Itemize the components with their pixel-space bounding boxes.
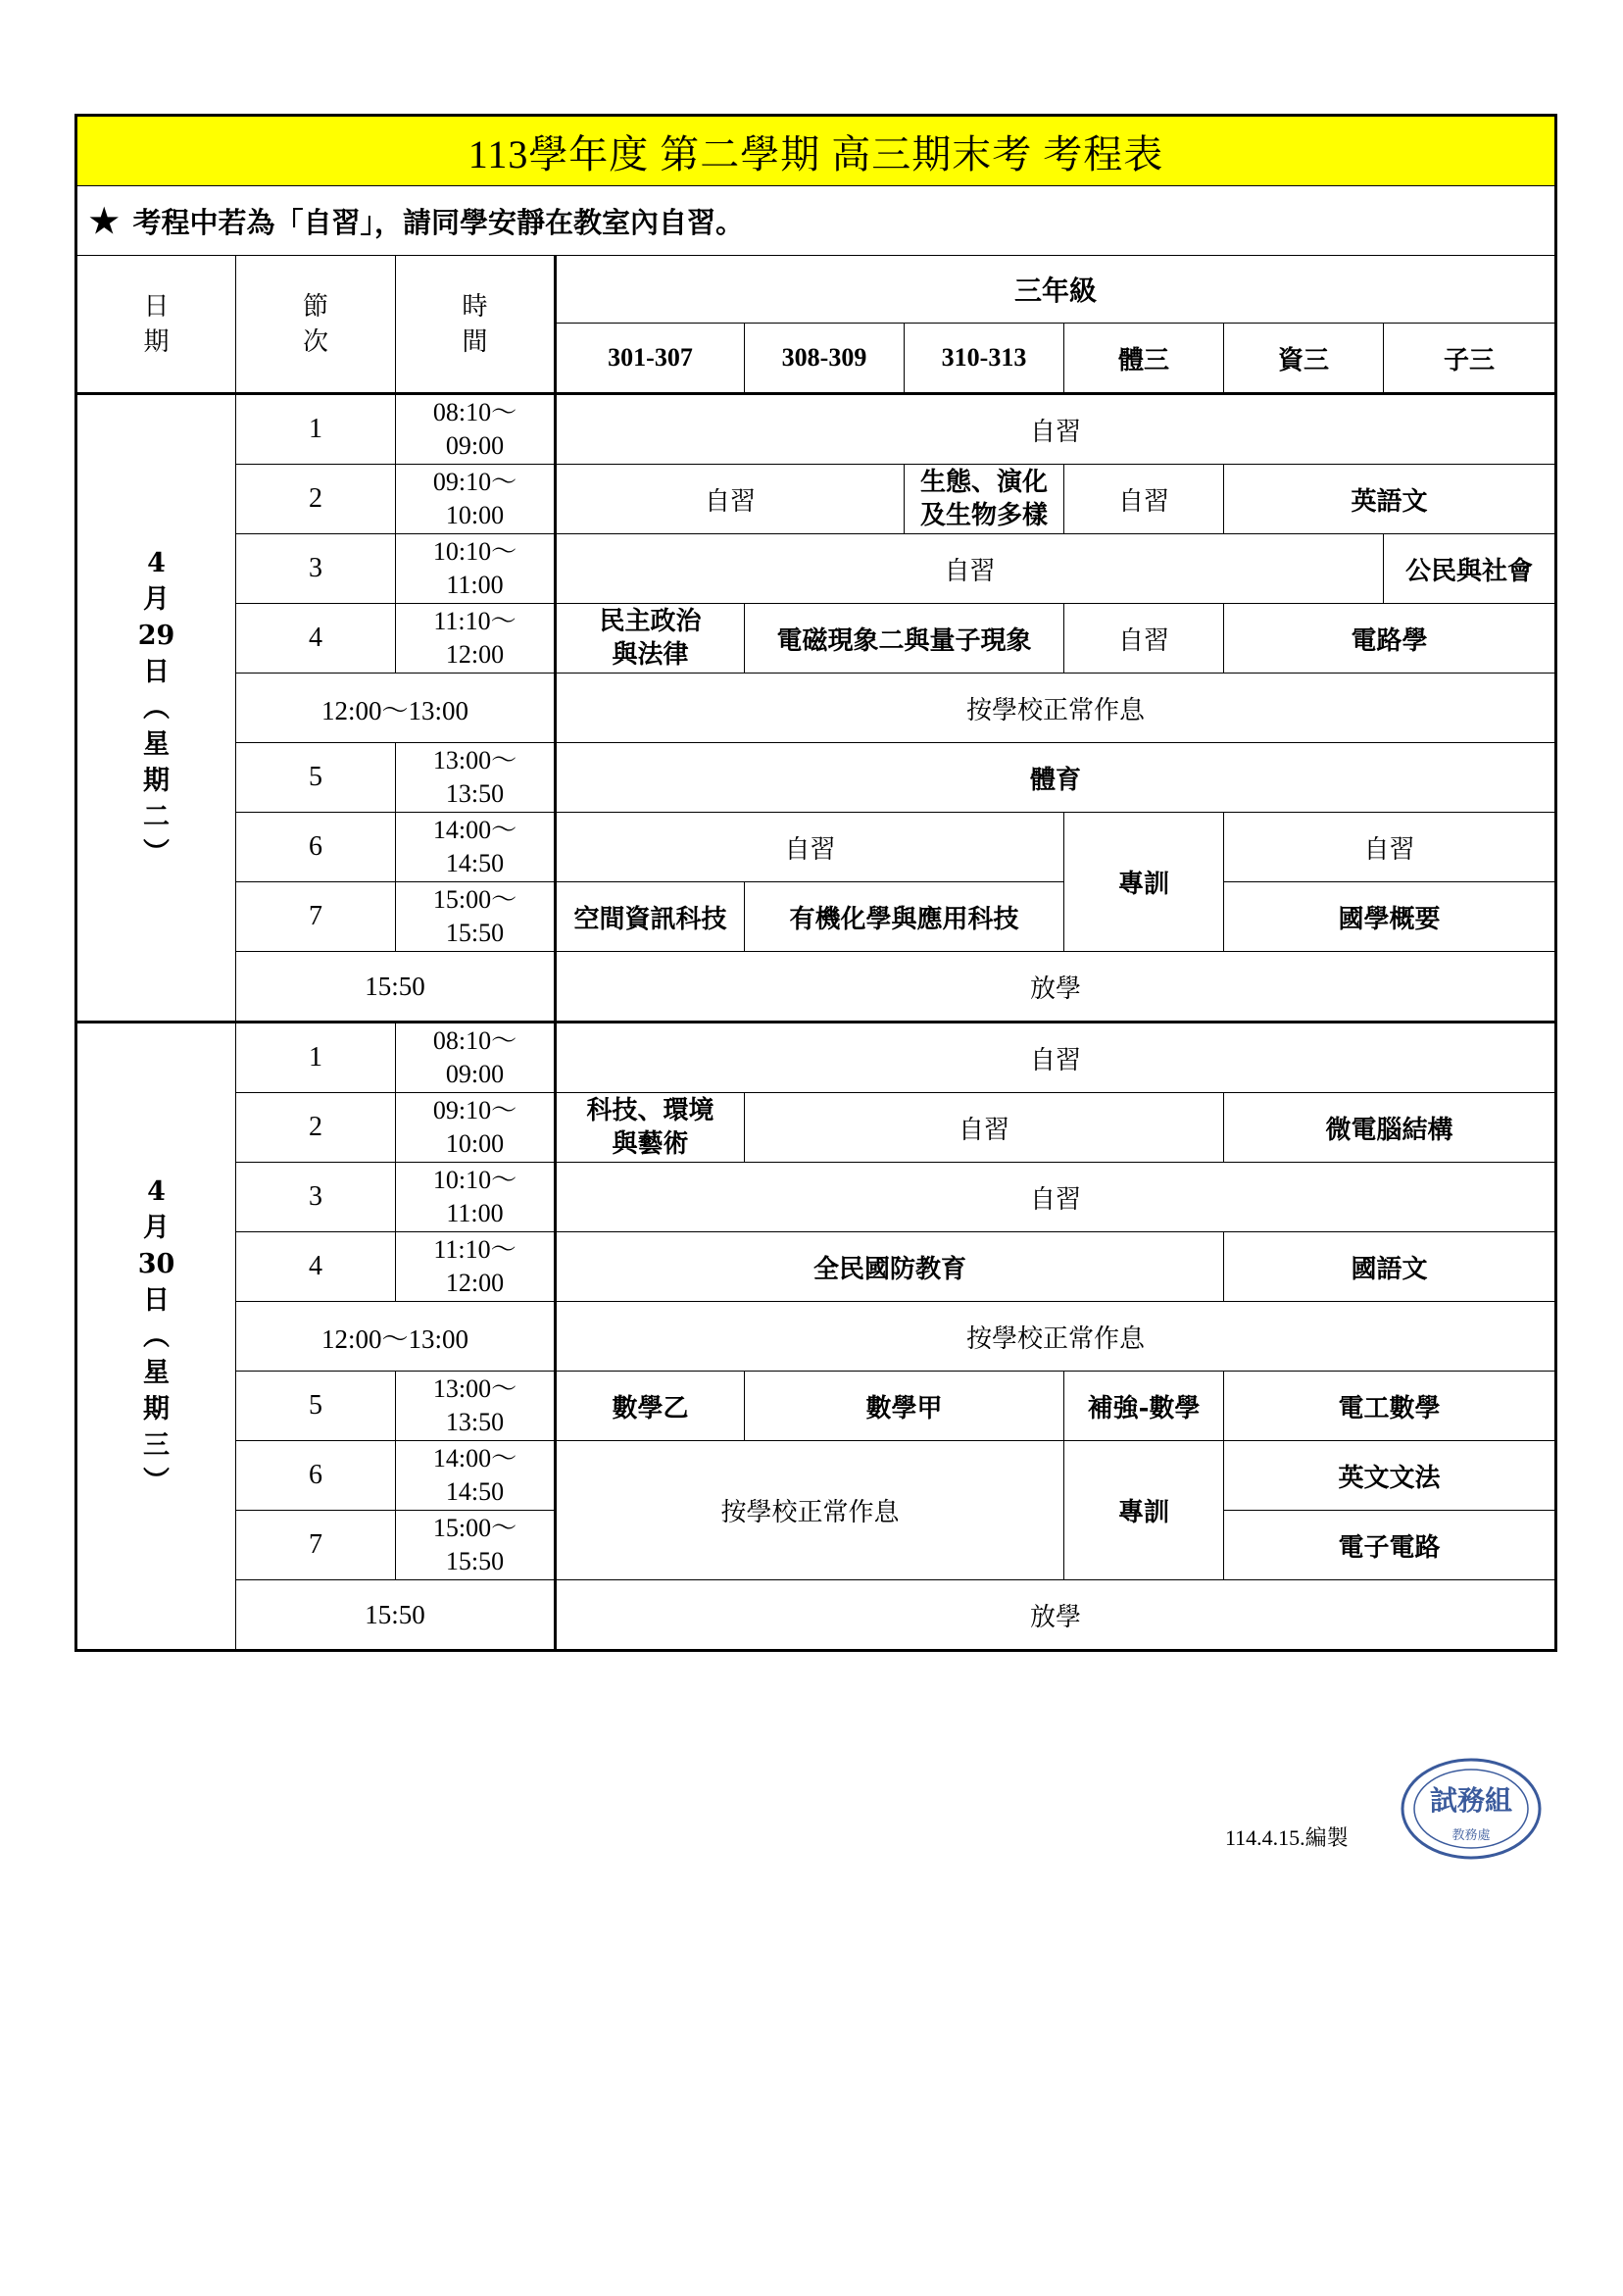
- day2-period-num: 3: [236, 1163, 396, 1232]
- day2-period-num: 7: [236, 1511, 396, 1580]
- day2-p6-b: 英文文法: [1224, 1441, 1556, 1511]
- page-title: 113學年度 第二學期 高三期末考 考程表: [76, 116, 1556, 186]
- class-pe3: 體三: [1064, 324, 1224, 394]
- day2-p5-d: 電工數學: [1224, 1372, 1556, 1441]
- day1-lunch: 按學校正常作息: [556, 674, 1556, 743]
- day1-p7-c: 國學概要: [1224, 882, 1556, 952]
- footer: [1225, 1755, 1549, 1863]
- stamp-subtext: 教務處: [1451, 1828, 1491, 1843]
- made-date: 114.4.15.編製: [1225, 1825, 1349, 1850]
- day1-period-num: 2: [236, 465, 396, 534]
- day1-p2-a: 自習: [556, 465, 905, 534]
- day2-period-num: 6: [236, 1441, 396, 1511]
- exam-schedule-sheet: [74, 114, 1554, 1652]
- star-icon: ★: [89, 201, 120, 241]
- day2-period-time: 15:00～ 15:50: [396, 1511, 556, 1580]
- day1-p4-d: 電路學: [1224, 604, 1556, 674]
- day1-period-time: 08:10～ 09:00: [396, 394, 556, 465]
- day2-p2-b: 自習: [745, 1093, 1224, 1163]
- day1-period-time: 13:00～ 13:50: [396, 743, 556, 813]
- day1-p7-a: 空間資訊科技: [556, 882, 745, 952]
- day1-period-time: 09:10～ 10:00: [396, 465, 556, 534]
- day2-p5-c: 補強-數學: [1064, 1372, 1224, 1441]
- day1-period-num: 7: [236, 882, 396, 952]
- day1-p4-b: 電磁現象二與量子現象: [745, 604, 1064, 674]
- day2-p2-c: 微電腦結構: [1224, 1093, 1556, 1163]
- day1-p6-b: 自習: [1224, 813, 1556, 882]
- day1-p6-a: 自習: [556, 813, 1064, 882]
- day1-p3-a: 自習: [556, 534, 1384, 604]
- day1-p67-train: 專訓: [1064, 813, 1224, 952]
- day1-p1-all: 自習: [556, 394, 1556, 465]
- day1-period-num: 3: [236, 534, 396, 604]
- class-info3: 資三: [1224, 324, 1384, 394]
- day1-lunch-time: 12:00～13:00: [236, 674, 556, 743]
- class-308-309: 308-309: [745, 324, 905, 394]
- day1-period-num: 1: [236, 394, 396, 465]
- day2-period-time: 13:00～ 13:50: [396, 1372, 556, 1441]
- exam-schedule-table: [74, 114, 1557, 1652]
- day1-period-time: 10:10～ 11:00: [396, 534, 556, 604]
- day1-p4-c: 自習: [1064, 604, 1224, 674]
- day2-dismiss: 放學: [556, 1580, 1556, 1651]
- day1-date: 4 月 29 日 ︵ 星 期 二 ︶: [76, 394, 236, 1023]
- day2-period-num: 2: [236, 1093, 396, 1163]
- day1-dismiss: 放學: [556, 952, 1556, 1023]
- day2-p67-a: 按學校正常作息: [556, 1441, 1064, 1580]
- day1-p5-all: 體育: [556, 743, 1556, 813]
- day1-period-time: 15:00～ 15:50: [396, 882, 556, 952]
- day1-p7-b: 有機化學與應用科技: [745, 882, 1064, 952]
- day2-p5-a: 數學乙: [556, 1372, 745, 1441]
- office-stamp: [1398, 1755, 1545, 1863]
- day2-period-time: 11:10～ 12:00: [396, 1232, 556, 1302]
- day1-period-num: 6: [236, 813, 396, 882]
- day1-dismiss-time: 15:50: [236, 952, 556, 1023]
- class-310-313: 310-313: [905, 324, 1064, 394]
- stamp-text: 試務組: [1429, 1784, 1513, 1817]
- day2-period-time: 14:00～ 14:50: [396, 1441, 556, 1511]
- day2-p5-b: 數學甲: [745, 1372, 1064, 1441]
- day1-period-time: 11:10～ 12:00: [396, 604, 556, 674]
- day1-period-num: 5: [236, 743, 396, 813]
- header-time: 時 間: [396, 256, 556, 394]
- day2-p3-all: 自習: [556, 1163, 1556, 1232]
- day2-period-time: 09:10～ 10:00: [396, 1093, 556, 1163]
- day2-lunch: 按學校正常作息: [556, 1302, 1556, 1372]
- notice-text: 考程中若為「自習」，請同學安靜在教室內自習。: [132, 205, 744, 239]
- day2-period-time: 10:10～ 11:00: [396, 1163, 556, 1232]
- day2-lunch-time: 12:00～13:00: [236, 1302, 556, 1372]
- day1-period-num: 4: [236, 604, 396, 674]
- day2-period-num: 4: [236, 1232, 396, 1302]
- header-period: 節 次: [236, 256, 396, 394]
- class-301-307: 301-307: [556, 324, 745, 394]
- day2-p67-train: 專訓: [1064, 1441, 1224, 1580]
- day1-period-time: 14:00～ 14:50: [396, 813, 556, 882]
- day2-period-num: 1: [236, 1023, 396, 1093]
- day2-dismiss-time: 15:50: [236, 1580, 556, 1651]
- day2-period-time: 08:10～ 09:00: [396, 1023, 556, 1093]
- day2-period-num: 5: [236, 1372, 396, 1441]
- day2-p2-a: 科技、環境 與藝術: [556, 1093, 745, 1163]
- class-elec3: 子三: [1384, 324, 1556, 394]
- day2-date: 4 月 30 日 ︵ 星 期 三 ︶: [76, 1023, 236, 1651]
- day2-p7-b: 電子電路: [1224, 1511, 1556, 1580]
- day1-p2-d: 英語文: [1224, 465, 1556, 534]
- day2-p4-b: 國語文: [1224, 1232, 1556, 1302]
- day1-p4-a: 民主政治 與法律: [556, 604, 745, 674]
- day1-p3-b: 公民與社會: [1384, 534, 1556, 604]
- header-grade: 三年級: [556, 256, 1556, 324]
- day2-p4-a: 全民國防教育: [556, 1232, 1224, 1302]
- day2-p1-all: 自習: [556, 1023, 1556, 1093]
- day1-p2-b: 生態、演化 及生物多樣: [905, 465, 1064, 534]
- notice-row: [76, 186, 1556, 256]
- header-date: 日 期: [76, 256, 236, 394]
- day1-p2-c: 自習: [1064, 465, 1224, 534]
